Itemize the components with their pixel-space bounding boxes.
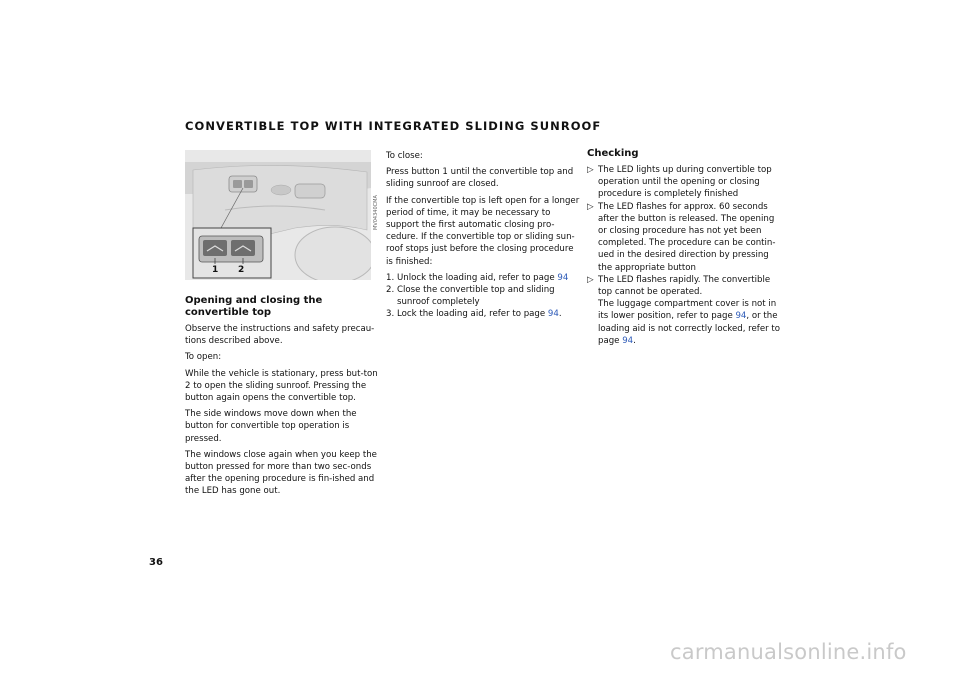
paragraph: To open: (185, 352, 222, 363)
list-item (587, 164, 783, 201)
paragraph: The side windows move down when the button for convertible top operation is pressed. (185, 409, 357, 444)
page-link[interactable]: 94 (547, 309, 559, 320)
page-link[interactable]: 94 (622, 335, 634, 346)
section-heading-checking: Checking (587, 148, 639, 159)
section-heading-opening-closing: Opening and closing the convertible top (185, 295, 323, 318)
ceiling-console-illustration (185, 150, 371, 280)
closing-steps-list (386, 272, 582, 321)
paragraph: Press button 1 until the convertible top and sliding sunroof are closed. (386, 167, 574, 190)
step-text: Close the convertible top and sliding sunroof completely (397, 285, 555, 308)
column-checking (587, 148, 783, 347)
punctuation: . (558, 309, 562, 320)
callout-1: 1 (212, 265, 219, 275)
triangle-bullet-icon: ▷ (587, 201, 594, 212)
step-text: Lock the loading aid, refer to page (397, 309, 546, 320)
callout-2: 2 (238, 265, 245, 275)
item-text: The luggage compartment cover is not in its lower position, refer to page (598, 299, 777, 322)
step-number: 2. (386, 285, 395, 296)
column-opening-closing (185, 295, 381, 502)
page-title: CONVERTIBLE TOP WITH INTEGRATED SLIDING SUNROOF (185, 119, 602, 133)
item-text: The LED flashes rapidly. The convertible top cannot be operated. (598, 274, 771, 298)
checking-list (587, 164, 783, 347)
page-number: 36 (149, 557, 163, 568)
paragraph: While the vehicle is stationary, press but-ton 2 to open the sliding sunroof. Pressing the button again opens the convertible top. (185, 368, 378, 404)
item-text: The LED lights up during convertible top operation until the opening or closing procedure is completely finished (598, 165, 772, 200)
convertible-top-buttons-figure (185, 150, 371, 280)
step-number: 1. (386, 272, 395, 283)
step-number: 3. (386, 309, 395, 320)
list-item (587, 274, 783, 347)
paragraph: If the convertible top is left open for a longer period of time, it may be necessary to support the first automatic closing pro-cedure. If the convertible top or sliding sun-roof stops just before the closing procedure is finished: (386, 195, 580, 267)
list-item (386, 308, 582, 320)
paragraph: The windows close again when you keep the button pressed for more than two sec-onds after the opening procedure is fin-ished and the LED has gone out. (185, 449, 377, 497)
list-item (386, 272, 582, 284)
step-text: Unlock the loading aid, refer to page (397, 272, 555, 283)
paragraph: Observe the instructions and safety precau-tions described above. (185, 324, 375, 347)
item-text: , or the loading aid is not correctly locked, refer to page (598, 311, 781, 346)
list-item (587, 201, 783, 274)
paragraph: To close: (386, 151, 423, 161)
column-closing (386, 150, 582, 321)
watermark: carmanualsonline.info (670, 640, 907, 664)
item-text: The LED flashes for approx. 60 seconds after the button is released. The opening or closing procedure has not yet been completed. The procedure can be contin-ued in the desired direction by pressing the appropriate button (598, 201, 776, 273)
triangle-bullet-icon: ▷ (587, 274, 594, 285)
page-link[interactable]: 94 (735, 311, 747, 322)
page-link[interactable]: 94 (557, 272, 569, 283)
figure-code: MV04340CMA (373, 195, 379, 230)
list-item (386, 284, 582, 308)
triangle-bullet-icon: ▷ (587, 165, 594, 175)
punctuation: . (633, 335, 636, 346)
